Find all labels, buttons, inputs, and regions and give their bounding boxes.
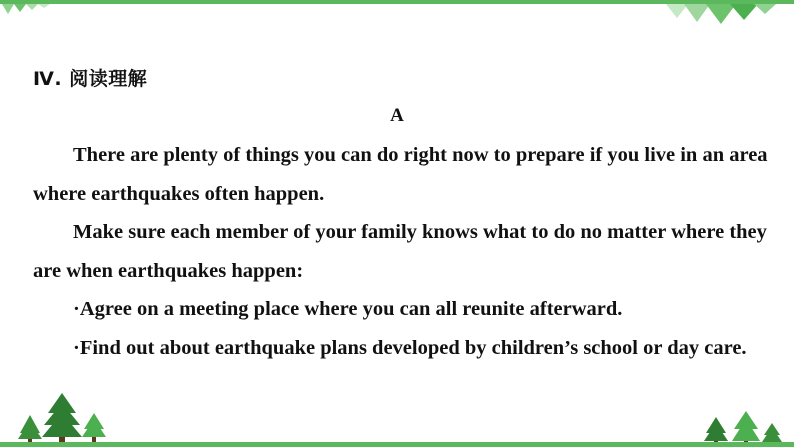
passage-label: A	[390, 105, 404, 126]
pine-trees-decoration-left	[18, 393, 108, 445]
bottom-accent-bar	[0, 442, 794, 447]
passage-bullet: ·Agree on a meeting place where you can all reunite afterward.	[73, 298, 623, 321]
top-left-triangle-decoration	[0, 0, 60, 18]
section-title: Ⅳ. 阅读理解	[33, 68, 148, 90]
passage-paragraph: There are plenty of things you can do right now to prepare if you live in an area where earthquakes often happen.	[33, 144, 768, 205]
top-right-triangle-decoration	[666, 0, 776, 26]
passage-bullet: ·Find out about earthquake plans developed by children’s school or day care.	[73, 336, 747, 359]
pine-trees-decoration-right	[702, 411, 782, 445]
passage-body	[33, 136, 768, 368]
passage-paragraph: Make sure each member of your family knows what to do no matter where they are when earthquakes happen:	[33, 221, 767, 282]
